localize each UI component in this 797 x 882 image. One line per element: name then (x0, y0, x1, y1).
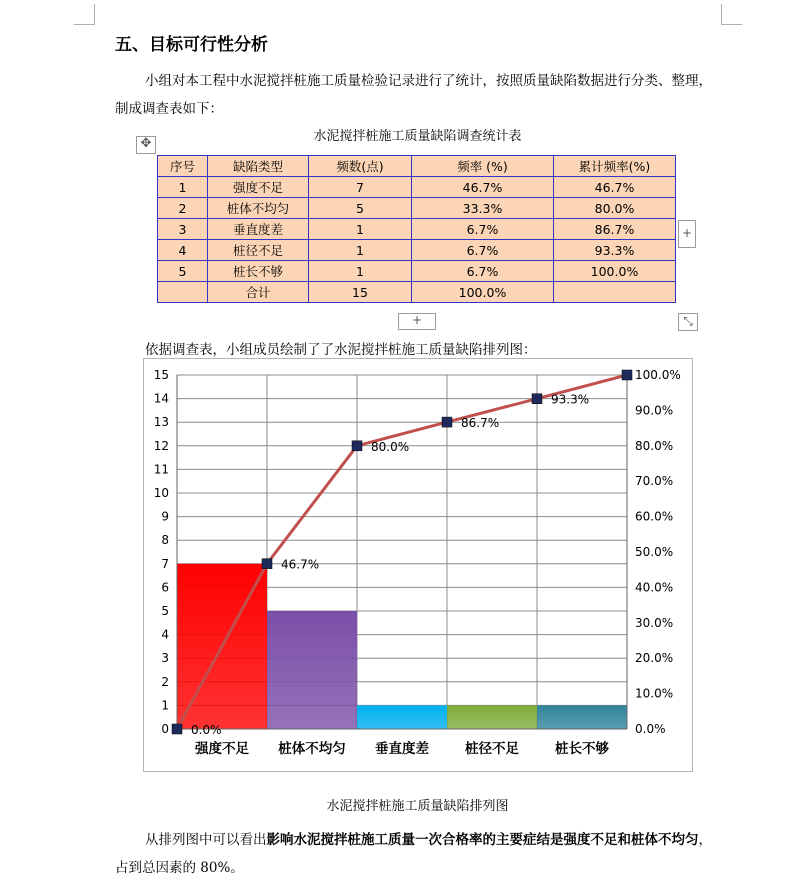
cumulative-marker (172, 724, 182, 734)
x-category-label: 垂直度差 (375, 741, 429, 757)
y-left-tick-label: 15 (153, 368, 169, 382)
cumulative-data-label: 0.0% (191, 723, 222, 737)
table-cell: 3 (158, 219, 208, 240)
table-header-cell: 缺陷类型 (208, 156, 309, 177)
table-cell: 4 (158, 240, 208, 261)
y-right-tick-label: 50.0% (635, 545, 674, 559)
y-right-tick-label: 30.0% (635, 615, 674, 630)
table-header-cell: 累计频率(%) (554, 156, 676, 177)
y-left-tick-label: 10 (153, 486, 169, 500)
table-cell: 1 (309, 219, 412, 240)
y-left-tick-label: 11 (153, 462, 169, 477)
y-left-tick-label: 12 (153, 438, 169, 453)
section-heading: 五、目标可行性分析 (115, 35, 268, 55)
table-cell: 15 (309, 282, 412, 303)
table-cell: 1 (309, 261, 412, 282)
table-cell: 6.7% (412, 219, 554, 240)
y-right-tick-label: 10.0% (635, 686, 674, 701)
y-right-tick-label: 20.0% (635, 651, 674, 666)
x-category-label: 桩长不够 (555, 741, 609, 757)
conclusion-text-bold: 影响水泥搅拌桩施工质量一次合格率的主要症结是强度不足和桩体不均匀 (266, 832, 699, 848)
table-cell: 2 (158, 198, 208, 219)
y-right-tick-label: 40.0% (635, 580, 674, 595)
bar-4 (447, 705, 537, 729)
table-cell: 垂直度差 (208, 219, 309, 240)
table-cell: 100.0% (554, 261, 676, 282)
table-caption: 水泥搅拌桩施工质量缺陷调查统计表 (313, 129, 522, 144)
y-right-tick-label: 70.0% (635, 474, 674, 489)
table-cell: 桩长不够 (208, 261, 309, 282)
conclusion-paragraph (115, 826, 720, 882)
table-cell: 86.7% (554, 219, 676, 240)
table-cell: 33.3% (412, 198, 554, 219)
add-column-button[interactable]: + (678, 220, 696, 248)
table-cell: 6.7% (412, 240, 554, 261)
y-left-tick-label: 8 (161, 533, 169, 548)
conclusion-text-start: 从排列图中可以看出 (145, 832, 267, 848)
table-cell: 桩体不均匀 (208, 198, 309, 219)
y-left-tick-label: 14 (153, 391, 169, 406)
y-left-tick-label: 6 (161, 580, 169, 595)
table-cell: 合计 (208, 282, 309, 303)
y-right-tick-label: 100.0% (635, 368, 681, 382)
chart-intro-text: 依据调查表，小组成员绘制了了水泥搅拌桩施工质量缺陷排列图： (145, 342, 537, 358)
cumulative-data-label: 80.0% (371, 439, 410, 454)
x-category-label: 桩体不均匀 (278, 741, 346, 757)
table-cell: 1 (158, 177, 208, 198)
table-cell: 93.3% (554, 240, 676, 261)
table-header-cell: 频率 (%) (412, 156, 554, 177)
table-cell: 46.7% (412, 177, 554, 198)
y-left-tick-label: 0 (161, 722, 169, 736)
add-row-button[interactable]: + (398, 313, 436, 330)
y-left-tick-label: 13 (153, 415, 169, 430)
table-cell: 5 (158, 261, 208, 282)
y-left-tick-label: 4 (161, 627, 169, 642)
y-left-tick-label: 5 (161, 604, 169, 618)
table-cell: 强度不足 (208, 177, 309, 198)
bar-2 (267, 611, 357, 729)
y-right-tick-label: 60.0% (635, 509, 674, 524)
bar-3 (357, 705, 447, 729)
cumulative-marker (442, 417, 452, 427)
table-resize-handle-icon[interactable]: ⤡ (678, 313, 698, 331)
table-cell: 7 (309, 177, 412, 198)
x-category-label: 桩径不足 (465, 741, 519, 757)
table-header-cell: 序号 (158, 156, 208, 177)
y-left-tick-label: 9 (161, 509, 169, 524)
table-header-cell: 频数(点) (309, 156, 412, 177)
y-left-tick-label: 7 (161, 556, 169, 571)
table-cell: 80.0% (554, 198, 676, 219)
y-left-tick-label: 1 (161, 698, 169, 713)
chart-caption: 水泥搅拌桩施工质量缺陷排列图 (326, 799, 509, 814)
table-move-handle-icon[interactable]: ✥ (136, 136, 156, 154)
cumulative-marker (352, 441, 362, 451)
cumulative-marker (262, 559, 272, 569)
table-cell: 6.7% (412, 261, 554, 282)
cumulative-marker (532, 394, 542, 404)
y-left-tick-label: 2 (161, 674, 169, 689)
y-right-tick-label: 90.0% (635, 403, 674, 418)
x-category-label: 强度不足 (195, 741, 249, 757)
y-right-tick-label: 0.0% (635, 722, 666, 736)
table-cell: 5 (309, 198, 412, 219)
cumulative-data-label: 46.7% (281, 557, 320, 572)
cumulative-data-label: 93.3% (551, 392, 590, 407)
cumulative-marker (622, 370, 632, 380)
table-cell: 46.7% (554, 177, 676, 198)
cumulative-data-label: 86.7% (461, 416, 500, 431)
conclusion-text-end: ，占到总因素的 80%。 (115, 832, 712, 876)
table-cell: 100.0% (412, 282, 554, 303)
y-right-tick-label: 80.0% (635, 438, 674, 453)
y-left-tick-label: 3 (161, 651, 169, 666)
table-cell: 1 (309, 240, 412, 261)
table-cell: 桩径不足 (208, 240, 309, 261)
intro-text: 小组对本工程中水泥搅拌桩施工质量检验记录进行了统计，按照质量缺陷数据进行分类、整理，制成调查表如下： (115, 73, 712, 117)
bar-5 (537, 705, 627, 729)
